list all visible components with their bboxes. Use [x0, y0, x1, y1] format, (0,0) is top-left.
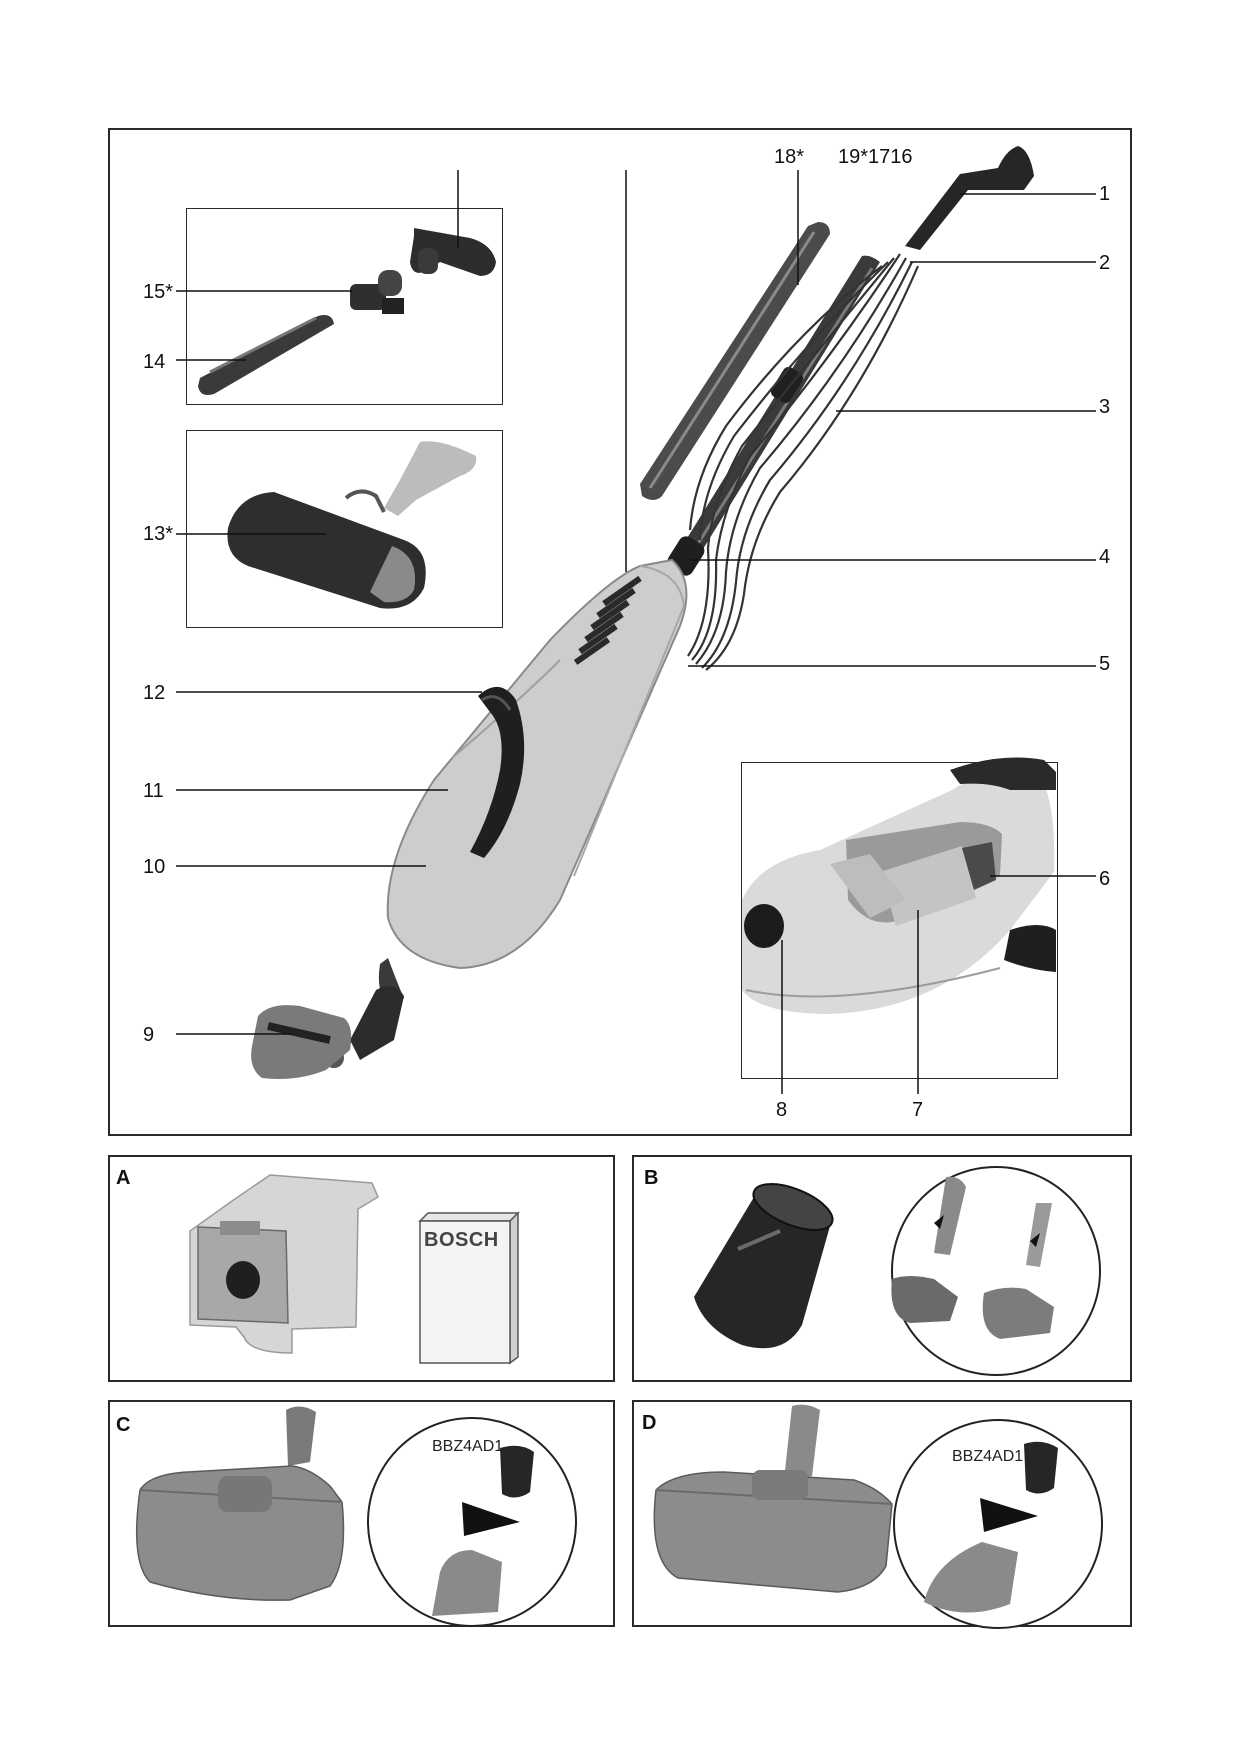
- panel-c-drawing: [110, 1402, 615, 1627]
- nozzle-change-circle-illustration: [891, 1167, 1100, 1375]
- panel-c-label: C: [116, 1414, 131, 1436]
- callout-6: 6: [1099, 868, 1111, 890]
- panel-d-drawing: [634, 1402, 1132, 1627]
- vacuum-body-illustration: [379, 560, 687, 1006]
- crevice-tool-illustration: [198, 315, 334, 395]
- adapter-15-illustration: [350, 270, 404, 314]
- adapter-code-c: BBZ4AD1: [432, 1438, 504, 1455]
- power-cord-illustration: [688, 254, 918, 670]
- callout-13: 13*: [143, 523, 174, 545]
- panel-d: [632, 1400, 1132, 1627]
- panel-a: [108, 1155, 615, 1382]
- callout-2: 2: [1099, 252, 1111, 274]
- callout-3: 3: [1099, 396, 1111, 418]
- panel-b: [632, 1155, 1132, 1382]
- turbo-brush-illustration: [137, 1406, 344, 1600]
- callout-7: 7: [912, 1099, 924, 1121]
- tube-adapter-illustration: [694, 1175, 839, 1349]
- panel-b-label: B: [644, 1167, 659, 1189]
- dust-bag-illustration: [190, 1175, 378, 1353]
- floor-brush-illustration: [654, 1405, 892, 1592]
- callout-4: 4: [1099, 546, 1111, 568]
- panel-c: [108, 1400, 615, 1627]
- adapter-code-d: BBZ4AD1: [952, 1448, 1024, 1465]
- bag-compartment-illustration: [742, 758, 1056, 1014]
- panel-b-drawing: [634, 1157, 1132, 1382]
- callout-14: 14: [143, 351, 166, 373]
- panel-d-label: D: [642, 1412, 657, 1434]
- callout-15: 15*: [143, 281, 174, 303]
- callout-11: 11: [143, 780, 164, 802]
- upholstery-nozzle-illustration: [410, 228, 496, 276]
- callout-8: 8: [776, 1099, 788, 1121]
- callout-19-17-16: 19*1716: [838, 146, 913, 168]
- turbo-brush-13-illustration: [227, 441, 476, 608]
- callout-12: 12: [143, 682, 166, 704]
- panel-a-label: A: [116, 1167, 131, 1189]
- callout-9: 9: [143, 1024, 155, 1046]
- panel-a-drawing: [110, 1157, 615, 1382]
- bag-box-brand: BOSCH: [424, 1229, 499, 1251]
- floor-nozzle-9-illustration: [251, 986, 404, 1079]
- callout-1: 1: [1099, 183, 1111, 205]
- callout-10: 10: [143, 856, 166, 878]
- callout-5: 5: [1099, 653, 1111, 675]
- callout-18: 18*: [774, 146, 805, 168]
